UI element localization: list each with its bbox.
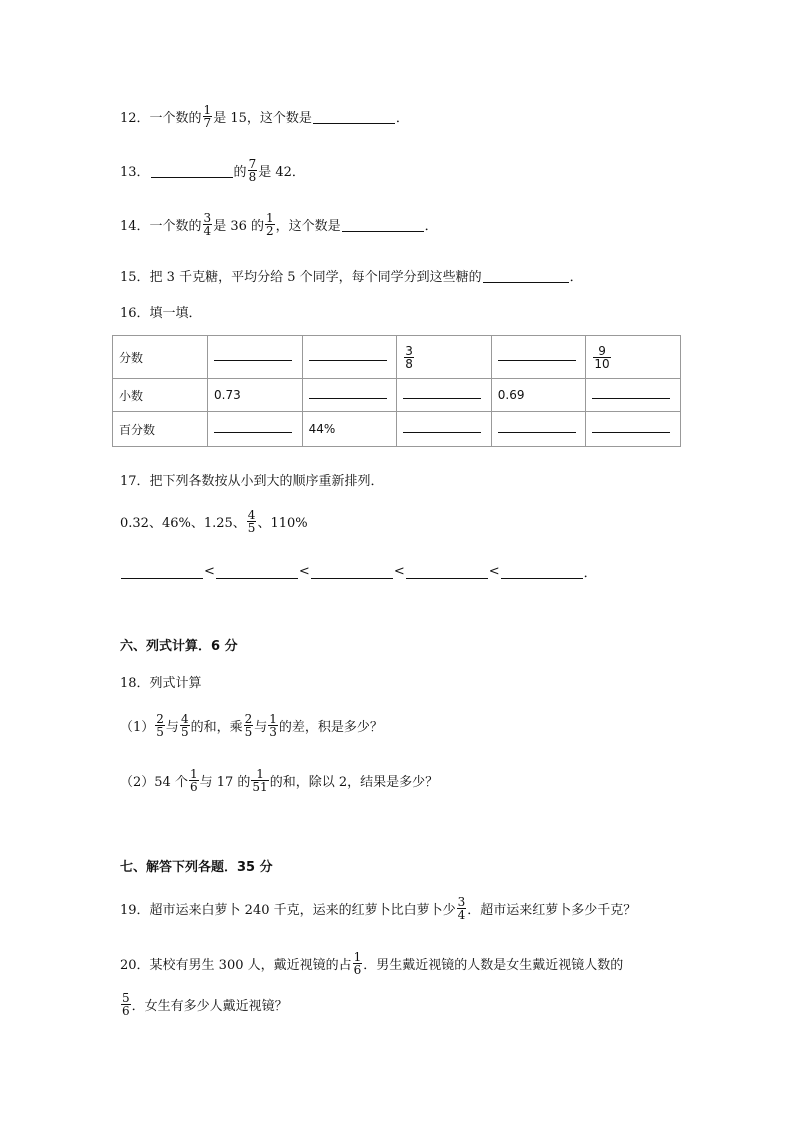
table-cell: 0.69 — [491, 379, 586, 412]
question-19: 19．超市运来白萝卜 240 千克，运来的红萝卜比白萝卜少 $\frac{3}{4}$ ．超市运来红萝卜多少千克？ — [120, 895, 637, 922]
q14-fraction-1: $\frac{3}{4}$ — [203, 211, 212, 238]
answer-blank[interactable] — [406, 577, 488, 579]
row-label-percent: 百分数 — [113, 412, 208, 447]
q18-part-2: （2）54 个 $\frac{1}{6}$ 与 17 的 $\frac{1}{51}$ 的和，除以 2，结果是多少？ — [120, 767, 439, 794]
q17-ordering-blanks: < < < < ． — [120, 562, 597, 581]
question-20-continued: $\frac{5}{6}$ ．女生有多少人戴近视镜？ — [122, 991, 288, 1018]
section-7-title: 七、解答下列各题．35 分 — [120, 860, 273, 875]
q12-prefix: 12．一个数的 — [120, 111, 202, 126]
table-cell[interactable] — [491, 412, 586, 447]
q17-fraction: $\frac{4}{5}$ — [247, 508, 256, 535]
answer-blank[interactable] — [121, 577, 203, 579]
table-row — [113, 379, 681, 412]
q12-fraction: $\frac{1}{7}$ — [203, 103, 212, 130]
answer-blank[interactable] — [483, 281, 569, 283]
fill-table — [112, 335, 681, 447]
table-cell[interactable] — [208, 336, 303, 379]
question-18: 18．列式计算 — [120, 676, 202, 691]
section-6-title: 六、列式计算．6 分 — [120, 639, 238, 654]
table-cell[interactable] — [302, 336, 397, 379]
answer-blank[interactable] — [151, 176, 233, 178]
table-cell — [586, 336, 681, 379]
table-cell — [397, 336, 492, 379]
answer-blank[interactable] — [501, 577, 583, 579]
table-cell[interactable] — [302, 379, 397, 412]
table-cell[interactable] — [208, 412, 303, 447]
table-cell[interactable] — [397, 412, 492, 447]
answer-blank[interactable] — [216, 577, 298, 579]
q17-number-list: 0.32、46%、1.25、 $\frac{4}{5}$ 、110% — [120, 508, 308, 535]
answer-blank[interactable] — [311, 577, 393, 579]
question-14: 14．一个数的 $\frac{3}{4}$ 是 36 的 $\frac{1}{2}$ ，这个数是 ． — [120, 211, 438, 238]
question-17: 17．把下列各数按从小到大的顺序重新排列． — [120, 474, 384, 489]
q18-part-1: （1） $\frac{2}{5}$ 与 $\frac{4}{5}$ 的和，乘 $\frac{2}{5}$ 与 $\frac{1}{3}$ 的差，积是多少？ — [120, 712, 383, 739]
question-20: 20．某校有男生 300 人，戴近视镜的占 $\frac{1}{6}$ ．男生戴近视镜的人数是女生戴近视镜人数的 — [120, 950, 624, 977]
q12-suffix: 是 15，这个数是 — [213, 111, 312, 126]
table-cell[interactable] — [586, 379, 681, 412]
question-15: 15．把 3 千克糖，平均分给 5 个同学，每个同学分到这些糖的 ． — [120, 270, 583, 285]
table-row — [113, 412, 681, 447]
row-label-fraction: 分数 — [113, 336, 208, 379]
fraction-9-10: $\frac{9}{10}$ — [594, 343, 610, 371]
table-cell[interactable] — [491, 336, 586, 379]
answer-blank[interactable] — [313, 122, 395, 124]
question-12: 12．一个数的 $\frac{1}{7}$ 是 15，这个数是 ． — [120, 103, 409, 130]
fraction-3-8: $\frac{3}{8}$ — [405, 343, 413, 371]
table-cell[interactable] — [397, 379, 492, 412]
q13-fraction: $\frac{7}{8}$ — [248, 157, 257, 184]
table-cell[interactable] — [586, 412, 681, 447]
row-label-decimal: 小数 — [113, 379, 208, 412]
answer-blank[interactable] — [342, 230, 424, 232]
q14-fraction-2: $\frac{1}{2}$ — [266, 211, 274, 238]
table-row — [113, 336, 681, 379]
question-13: 13． 的 $\frac{7}{8}$ 是 42． — [120, 157, 305, 184]
table-cell: 44% — [302, 412, 397, 447]
table-cell: 0.73 — [208, 379, 303, 412]
question-16: 16．填一填． — [120, 306, 202, 321]
